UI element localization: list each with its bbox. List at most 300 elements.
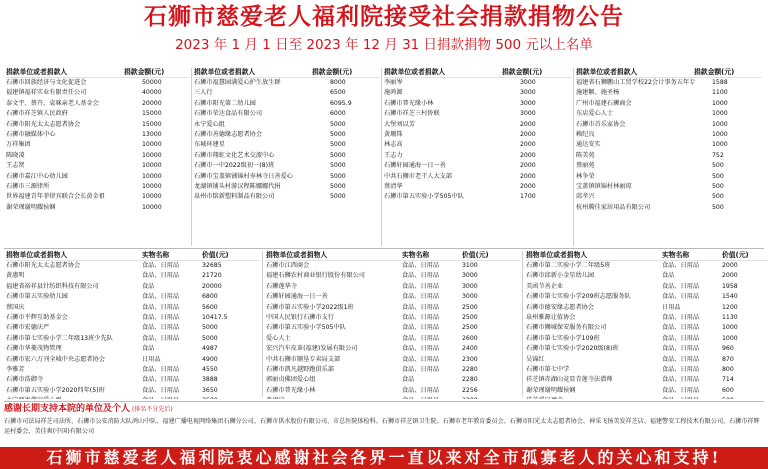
item-value: 1130 [722, 313, 738, 321]
donation-row [384, 182, 572, 192]
donation-amount: 15000 [142, 120, 162, 128]
goods-row [6, 303, 260, 313]
donation-row [194, 88, 380, 98]
item-value: 3650 [202, 386, 218, 394]
donor-name: 石狮市第五实验小学505中队 [266, 324, 346, 332]
donation-row [384, 99, 572, 109]
donor-name: 三人行 [194, 89, 213, 97]
donation-amount: 3000 [520, 99, 536, 107]
donation-row [194, 192, 380, 202]
item-value: 20000 [202, 282, 222, 290]
donor-name: 石狮市第七实验小学209班志愿服务队 [526, 293, 631, 301]
donor-name: 泉州雅源让值协会 [526, 313, 576, 321]
value-header: 价值(元) [722, 251, 749, 259]
donor-name: 石狮市荣达食品有限公司 [194, 110, 263, 118]
item-value: 714 [722, 376, 734, 384]
donor-name: 中共石狮市顺垦专卖局支部 [266, 355, 341, 363]
donation-amount: 5000 [330, 193, 346, 201]
donation-row [384, 120, 572, 130]
column-divider [522, 251, 523, 397]
value-header: 价值(元) [462, 251, 489, 259]
goods-row [526, 282, 768, 292]
item-type: 食品、日用品 [662, 376, 700, 384]
item-type [402, 396, 462, 399]
donation-amount: 500 [712, 182, 724, 190]
item-value: 1000 [722, 324, 738, 332]
item-type: 食品、日用品 [142, 324, 180, 332]
item-type: 日用品 [142, 355, 161, 363]
donation-amount: 10000 [142, 141, 162, 149]
donation-amount: 40000 [142, 89, 162, 97]
donor-name: 石狮市凯凡越野跑俱乐部 [266, 365, 335, 373]
donation-amount: 500 [712, 203, 724, 211]
donation-row [6, 182, 190, 192]
item-value: 3000 [462, 282, 478, 290]
donation-row [6, 130, 190, 140]
donation-amount: 8000 [330, 79, 346, 86]
item-type: 食品、日用品 [402, 313, 440, 321]
item-type [662, 396, 722, 399]
cash-column-header [6, 66, 190, 78]
item-value: 870 [722, 355, 734, 363]
donation-row [6, 192, 190, 202]
donor-name: 石狮市狮城保安服务有限公司 [526, 324, 607, 332]
donor-name: 东店爱心人士 [576, 110, 614, 118]
donation-amount: 2000 [520, 120, 536, 128]
item-type: 食品、日用品 [662, 262, 700, 269]
item-value: 4900 [202, 355, 218, 363]
donation-amount: 2000 [520, 182, 536, 190]
donor-name: 福建镇福祥实业有限责任公司 [6, 89, 87, 97]
item-value: 6800 [202, 293, 218, 301]
donor-name: 石狮市第七实验小学2020级(8)班 [526, 345, 619, 353]
donor-name: 永宁爱心组 [194, 120, 225, 128]
donor-name: 石狮市华菱茂物管理 [6, 345, 62, 353]
donor-name: 世界福建青年菲律宾联合会长黄金祖 [6, 193, 105, 201]
item-value: 2280 [462, 365, 478, 373]
donation-row [576, 203, 762, 213]
donation-row [576, 88, 762, 98]
donor-header: 捐物单位或者捐物人 [6, 251, 68, 259]
goods-row [6, 282, 260, 292]
column-divider [381, 68, 382, 246]
donor-name: 黄珊珠 [384, 130, 403, 138]
donor-name: 李雅芳 [6, 365, 25, 373]
donation-amount: 10000 [142, 151, 162, 159]
donation-row [384, 130, 572, 140]
donor-name: 谢荣瑾谢明耀侯娴 [526, 386, 576, 394]
cash-column [6, 66, 190, 248]
donation-amount: 1588 [712, 79, 728, 86]
donation-amount: 1000 [712, 110, 728, 118]
donor-name: 石狮市普光缘小林 [266, 386, 316, 394]
goods-row [6, 271, 260, 281]
donor-name: 福建省石狮鹏山工贸学校22会计事务五年专 [576, 79, 696, 86]
donor-name: 蔡国庆 [6, 303, 25, 311]
goods-row [266, 386, 520, 396]
item-type: 食品、日用品 [662, 386, 700, 394]
donation-row [194, 109, 380, 119]
item-value: 2500 [462, 313, 478, 321]
donation-row [6, 161, 190, 171]
donation-amount: 6500 [330, 89, 346, 97]
item-value: 2256 [462, 386, 478, 394]
cash-column-header [384, 66, 572, 78]
donor-name: 大堡刘以芳 [384, 120, 415, 128]
donation-amount: 1000 [712, 130, 728, 138]
donor-name: 黄惠明 [6, 272, 25, 280]
donor-name: 石狮市首乐家协会 [576, 120, 626, 128]
donation-row [576, 99, 762, 109]
goods-row [266, 365, 520, 375]
donor-name: 邱孝兴 [576, 193, 595, 201]
donation-amount: 5000 [330, 162, 346, 170]
item-type: 食品、日用品 [402, 303, 440, 311]
value-header: 价值(元) [202, 251, 229, 259]
amount-header: 捐款金额(元) [502, 68, 543, 76]
donor-name: 石狮市回族经济与文化促进会 [6, 79, 87, 86]
donation-amount: 5000 [330, 141, 346, 149]
donation-row [6, 203, 190, 213]
donation-row [194, 172, 380, 182]
goods-row [526, 344, 768, 354]
thanks-body: 石狮市司法局祥芝司法所、石狮市公安消防大队鸿山中队、福建广播电视网络集团石狮分公司、石狮市供水股份有限公司、市总医院体检科、石狮市祥芝镇卫生院、石狮市老年教育委员会、石狮市阳光太太志愿者协会、神采飞扬美发祥芝店、福建警安工程技术有限公司、石狮市祥辉运村委会、美佳爽(中国)有限公司 [4, 418, 760, 435]
donor-name: 石狮市第七实验小学109班 [526, 334, 600, 342]
donation-row [194, 130, 380, 140]
item-type: 食品、日用品 [142, 365, 180, 373]
donation-row [194, 120, 380, 130]
item-header: 实物名称 [142, 251, 170, 259]
item-type: 食品 [662, 272, 675, 280]
donor-name: 石狮市普光缘小林 [384, 99, 434, 107]
donation-row [384, 78, 572, 88]
notice-subtitle: 2023 年 1 月 1 日至 2023 年 12 月 31 日捐款捐物 500 元以上名单 [175, 37, 593, 53]
item-type: 食品 [142, 282, 155, 290]
goods-row [526, 271, 768, 281]
item-type: 食品、日用品 [142, 386, 180, 394]
item-value: 2500 [462, 303, 478, 311]
item-type: 食品、日用品 [142, 262, 180, 269]
cash-column [384, 66, 572, 248]
item-type: 食品、日用品 [662, 313, 700, 321]
donation-row [576, 192, 762, 202]
item-value: 800 [722, 365, 734, 373]
item-type: 食品、日用品 [142, 272, 180, 280]
item-type: 食品、日用品 [402, 293, 440, 301]
cash-column-header [576, 66, 762, 78]
donation-amount: 10000 [142, 172, 162, 180]
goods-row [526, 396, 768, 399]
donor-name: 石狮市第五实验幼儿园 [6, 293, 68, 301]
donor-name: 石狮轩园通海一日一善 [266, 293, 328, 301]
item-type: 食品、日用品 [662, 355, 700, 363]
donor-name: 石狮市阳光太太志愿者协会 [6, 262, 81, 269]
goods-row [266, 313, 520, 323]
item-value: 600 [722, 386, 734, 394]
donor-name: 福建石狮农村商业银行股份有限公司 [266, 272, 365, 280]
donation-row [384, 161, 572, 171]
donor-name: 龙湖镇铺头村游汉程陈娜娜代捐 [194, 182, 281, 190]
donation-row [576, 161, 762, 171]
donation-row [384, 172, 572, 182]
donor-name: 泰文宇、蔡卉、袁咪亲老人基金会 [6, 99, 99, 107]
donor-name: 石狮市融媒体中心 [6, 130, 56, 138]
donation-amount: 2000 [520, 130, 536, 138]
item-value: 3100 [462, 262, 478, 269]
donor-name: 杭州腾佳家居用品有限公司 [576, 203, 651, 211]
item-type: 食品、日用品 [662, 365, 700, 373]
amount-header: 捐款金额(元) [312, 68, 353, 76]
donor-name: 李丽岑 [384, 79, 403, 86]
donor-name: 东城环建星 [194, 141, 225, 149]
donation-amount: 3000 [520, 110, 536, 118]
goods-column-header [266, 249, 520, 261]
donor-name: 祥芝镇赤湖山竞显青莲寺法潜师 [526, 376, 613, 384]
donation-amount: 1100 [712, 89, 728, 97]
item-value: 2600 [462, 334, 478, 342]
donor-name: 吴锦红 [526, 355, 545, 363]
donor-name: 石狮市平辉互助基金会 [6, 313, 68, 321]
donation-row [6, 140, 190, 150]
item-value: 3000 [462, 293, 478, 301]
goods-row [6, 323, 260, 333]
goods-row [526, 313, 768, 323]
item-value: 1000 [722, 334, 738, 342]
goods-row [6, 365, 260, 375]
item-value: 21720 [202, 272, 222, 280]
item-type: 食品、日用品 [662, 282, 700, 290]
donor-header: 捐款单位或者捐款人 [6, 68, 68, 76]
goods-row [526, 292, 768, 302]
footer-banner: 石狮市慈爱老人福利院衷心感谢社会各界一直以来对全市孤寡老人的关心和支持! [0, 447, 768, 469]
item-value: 5000 [202, 334, 218, 342]
item-type: 食品 [142, 345, 155, 353]
donation-amount: 5000 [330, 130, 346, 138]
item-type: 食品、日用品 [662, 334, 700, 342]
goods-row [6, 355, 260, 365]
item-value: 5000 [202, 324, 218, 332]
item-value: 960 [722, 345, 734, 353]
donation-amount: 13000 [142, 130, 162, 138]
donor-header: 捐物单位或者捐物人 [266, 251, 328, 259]
donor-name: 中共石狮市老干人大支部 [384, 172, 453, 180]
donor-name: 石狮市第七中学 [526, 365, 570, 373]
donation-row [384, 109, 572, 119]
donor-name: 宝盖镇镇锦村林丽琼 [576, 182, 632, 190]
donor-name: 施鸿源 [384, 89, 403, 97]
item-type: 食品、日用品 [402, 345, 440, 353]
goods-row [6, 334, 260, 344]
item-value: 3888 [202, 376, 218, 384]
donation-amount: 2000 [520, 172, 536, 180]
donor-name: 蔡清华 [384, 182, 403, 190]
column-divider [573, 68, 574, 246]
donor-header: 捐款单位或者捐款人 [576, 68, 638, 76]
donor-name: 石狮市阳光第二幼儿园 [194, 99, 256, 107]
donation-amount: 15000 [142, 110, 162, 118]
donation-amount: 5000 [330, 182, 346, 190]
donor-name: 中国人民银行石狮市支行 [266, 313, 335, 321]
item-type: 食品、日用品 [402, 272, 440, 280]
notice-title: 石狮市慈爱老人福利院接受社会捐款捐物公告 [144, 4, 624, 30]
item-value: 2280 [462, 376, 478, 384]
item-value: 1200 [722, 303, 738, 311]
goods-row [6, 313, 260, 323]
donation-row [576, 140, 762, 150]
goods-row [6, 261, 260, 271]
thanks-note: (排名不分先后) [132, 406, 173, 413]
goods-row [6, 396, 260, 399]
donor-name: 石狮市第五实验小学505中队 [384, 193, 464, 201]
donation-row [194, 140, 380, 150]
goods-row [6, 292, 260, 302]
donor-name: 广州市福建石狮商会 [576, 99, 632, 107]
donor-name: 石狮市翔虹文化艺术交流中心 [194, 151, 275, 159]
donation-amount: 1000 [712, 141, 728, 149]
donor-name: 石狮莲华寺 [266, 282, 297, 290]
donor-name: 石狮轩园通海一日一善 [384, 162, 446, 170]
donation-amount: 5000 [330, 120, 346, 128]
donation-row [194, 99, 380, 109]
goods-row [266, 375, 520, 385]
donor-name: 石狮市福慧园满爱心护生放生群 [194, 79, 281, 86]
donor-header: 捐款单位或者捐款人 [194, 68, 256, 76]
donation-row [384, 140, 572, 150]
donor-name [6, 396, 142, 399]
donation-amount: 2000 [520, 162, 536, 170]
donor-name: 石狮市邱新小金星幼儿园 [526, 272, 595, 280]
donor-name: 蔡丽苑 [576, 162, 595, 170]
item-value [202, 396, 258, 399]
donor-name: 万祥集团 [6, 141, 31, 149]
goods-row [526, 386, 768, 396]
donation-row [194, 161, 380, 171]
donation-row [6, 172, 190, 182]
donor-name: 陈晓凌 [6, 151, 25, 159]
donation-amount: 2000 [520, 151, 536, 159]
donation-row [6, 120, 190, 130]
cash-column-header [194, 66, 380, 78]
donor-name: 石狮市浩御寺 [6, 376, 44, 384]
donor-name: 石狮市第七实验小学二年级13班少先队 [6, 334, 113, 342]
item-type: 食品、日用品 [402, 282, 440, 290]
donor-name: 石狮市祥芝三村侨联 [384, 110, 440, 118]
donor-name: 通达安实 [576, 141, 601, 149]
donor-name: 郭丽贞佛团爱心组 [266, 376, 316, 384]
donation-row [576, 151, 762, 161]
item-value: 4550 [202, 365, 218, 373]
item-type: 食品、日用品 [142, 313, 180, 321]
amount-header: 捐款金额(元) [694, 68, 735, 76]
donation-amount: 752 [712, 151, 724, 159]
donor-name: 石狮市一中2022级初一(8)班 [194, 162, 275, 170]
donor-name: 施建颖、施圣杨 [576, 89, 620, 97]
donation-row [576, 182, 762, 192]
cash-donations-section [4, 66, 764, 248]
donation-row [6, 78, 190, 88]
donor-name: 林争荣 [576, 172, 595, 180]
item-value: 2000 [722, 262, 738, 269]
donation-row [194, 151, 380, 161]
donor-name: 石狮市德安缘志愿者协会 [526, 303, 595, 311]
thanks-title: 感谢长期支持本院的单位及个人 (排名不分先后) [4, 404, 173, 414]
donation-amount: 10000 [142, 162, 162, 170]
donation-amount: 2000 [520, 141, 536, 149]
donation-amount: 500 [712, 193, 724, 201]
donation-amount: 500 [712, 162, 724, 170]
donation-row [6, 88, 190, 98]
donor-name: 石狮市第五实验小学2020四年(5)班 [6, 386, 105, 394]
goods-row [266, 282, 520, 292]
donor-name: 赖纪良 [576, 130, 595, 138]
donor-name: 宏兴汽车皮革(福建)发展有限公司 [266, 345, 358, 353]
goods-row [266, 261, 520, 271]
item-type: 食品、日用品 [402, 262, 440, 269]
goods-column-header [526, 249, 768, 261]
donor-name: 美函节善企业 [526, 282, 564, 290]
item-type: 食品 [402, 376, 415, 384]
item-type: 食品、日用品 [662, 324, 700, 332]
item-type: 食品、日用品 [142, 334, 180, 342]
donor-name: 石狮市江西商会 [266, 262, 310, 269]
donation-amount: 10000 [142, 203, 162, 211]
donation-row [6, 151, 190, 161]
donation-amount: 10000 [142, 182, 162, 190]
donor-name: 石狮市嘉江中心幼儿园 [6, 172, 68, 180]
item-type: 食品、日用品 [402, 334, 440, 342]
goods-row [6, 386, 260, 396]
thanks-section [4, 402, 764, 446]
item-type: 食品、日用品 [662, 345, 700, 353]
goods-row [526, 375, 768, 385]
item-header: 实物名称 [402, 251, 430, 259]
item-value [722, 396, 768, 399]
donation-row [6, 109, 190, 119]
donor-name: 石狮市第五实验小学2022级1班 [266, 303, 354, 311]
item-value: 3000 [462, 272, 478, 280]
donation-amount: 5000 [330, 151, 346, 159]
item-type: 食品、日用品 [402, 324, 440, 332]
donation-amount: 3000 [520, 79, 536, 86]
goods-row [266, 303, 520, 313]
column-divider [262, 251, 263, 397]
donor-name: 王志力 [384, 151, 403, 159]
item-value [462, 396, 518, 399]
goods-column [6, 249, 260, 399]
goods-row [266, 323, 520, 333]
donor-name: 泉州市铭新塑料制品有限公司 [194, 193, 275, 201]
donation-row [194, 182, 380, 192]
goods-row [266, 292, 520, 302]
goods-row [266, 334, 520, 344]
item-value: 32685 [202, 262, 222, 269]
goods-row [526, 355, 768, 365]
donor-name: 林志高 [384, 141, 403, 149]
goods-row [6, 344, 260, 354]
item-value: 2500 [462, 324, 478, 332]
donation-row [576, 120, 762, 130]
donor-name [526, 396, 662, 399]
goods-row [266, 396, 520, 399]
item-value: 2400 [462, 345, 478, 353]
donation-row [384, 192, 572, 202]
donor-name: 石狮市宏德庆严 [6, 324, 50, 332]
goods-row [266, 355, 520, 365]
donor-name: 爱心人士 [266, 334, 291, 342]
donation-row [576, 172, 762, 182]
donation-amount: 3000 [520, 89, 536, 97]
item-type: 食品、日用品 [402, 365, 440, 373]
